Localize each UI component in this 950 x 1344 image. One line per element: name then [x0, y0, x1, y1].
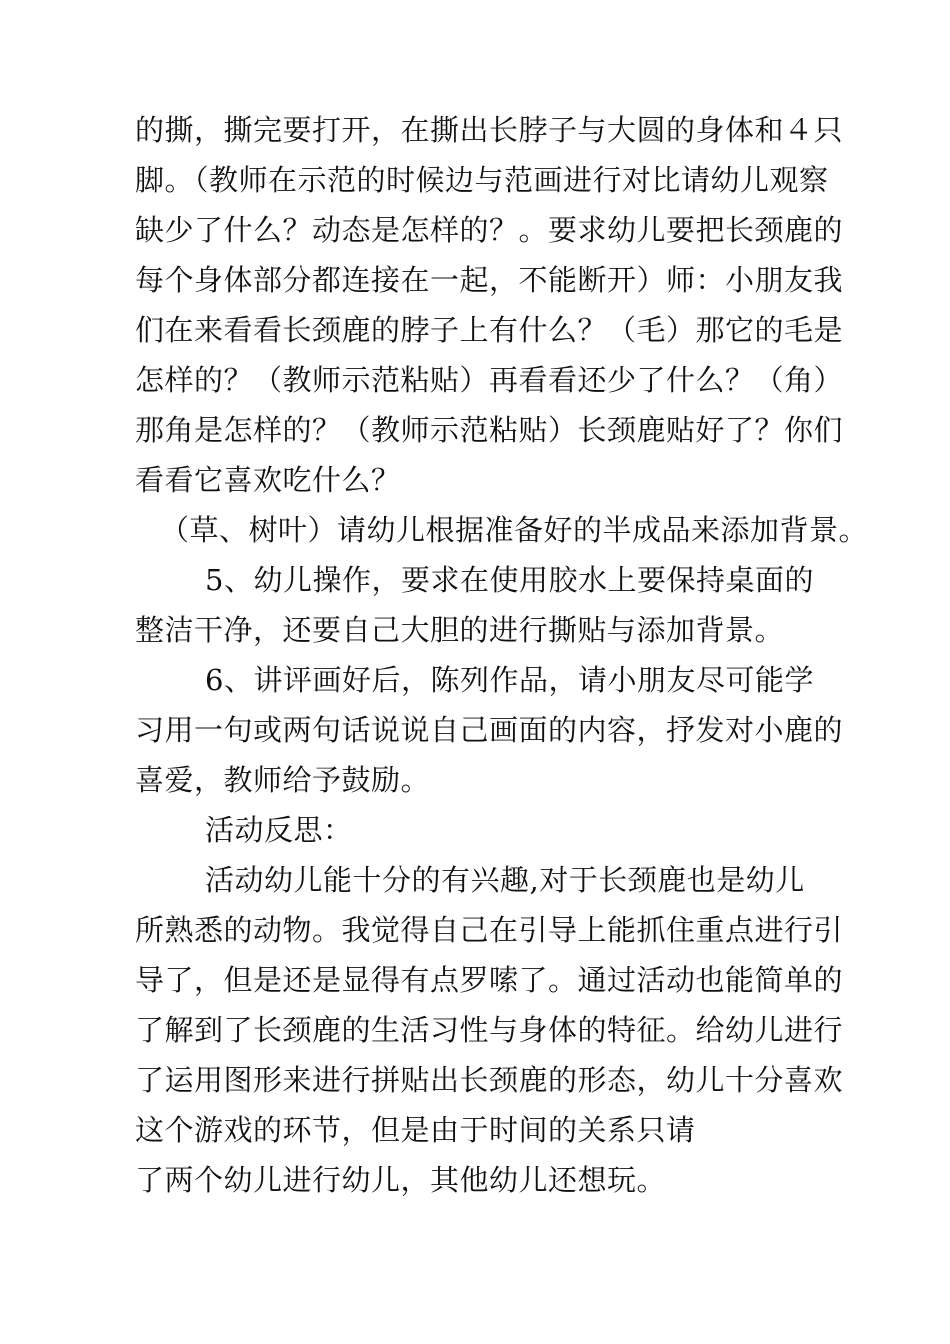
text-line: 的撕，撕完要打开，在撕出长脖子与大圆的身体和４只: [135, 113, 844, 147]
text-line: 5、幼儿操作，要求在使用胶水上要保持桌面的: [205, 563, 814, 597]
text-line: 脚。（教师在示范的时候边与范画进行对比请幼儿观察: [135, 163, 829, 197]
text-line: 那角是怎样的？（教师示范粘贴）长颈鹿贴好了？你们: [135, 413, 844, 447]
text-line: 活动幼儿能十分的有兴趣,对于长颈鹿也是幼儿: [205, 863, 805, 897]
text-line: 每个身体部分都连接在一起，不能断开）师：小朋友我: [135, 263, 844, 297]
text-line: 了解到了长颈鹿的生活习性与身体的特征。给幼儿进行: [135, 1013, 844, 1047]
text-line: 习用一句或两句话说说自己画面的内容，抒发对小鹿的: [135, 713, 844, 747]
text-line: 缺少了什么？动态是怎样的？。要求幼儿要把长颈鹿的: [135, 213, 844, 247]
text-line: 整洁干净，还要自己大胆的进行撕贴与添加背景。: [135, 613, 785, 647]
text-line: 导了，但是还是显得有点罗嗦了。通过活动也能简单的: [135, 963, 844, 997]
text-line: 所熟悉的动物。我觉得自己在引导上能抓住重点进行引: [135, 913, 844, 947]
text-line: 了两个幼儿进行幼儿，其他幼儿还想玩。: [135, 1163, 667, 1197]
text-line: 们在来看看长颈鹿的脖子上有什么？（毛）那它的毛是: [135, 313, 844, 347]
text-line: 喜爱，教师给予鼓励。: [135, 763, 431, 797]
text-line: 6、讲评画好后，陈列作品，请小朋友尽可能学: [205, 663, 814, 697]
section-heading: 活动反思：: [205, 813, 353, 847]
text-line: （草、树叶）请幼儿根据准备好的半成品来添加背景。: [160, 513, 869, 547]
text-line: 怎样的？（教师示范粘贴）再看看还少了什么？（角）: [135, 363, 844, 397]
text-line: 这个游戏的环节，但是由于时间的关系只请: [135, 1113, 696, 1147]
text-line: 了运用图形来进行拼贴出长颈鹿的形态，幼儿十分喜欢: [135, 1063, 844, 1097]
text-line: 看看它喜欢吃什么？: [135, 463, 401, 497]
